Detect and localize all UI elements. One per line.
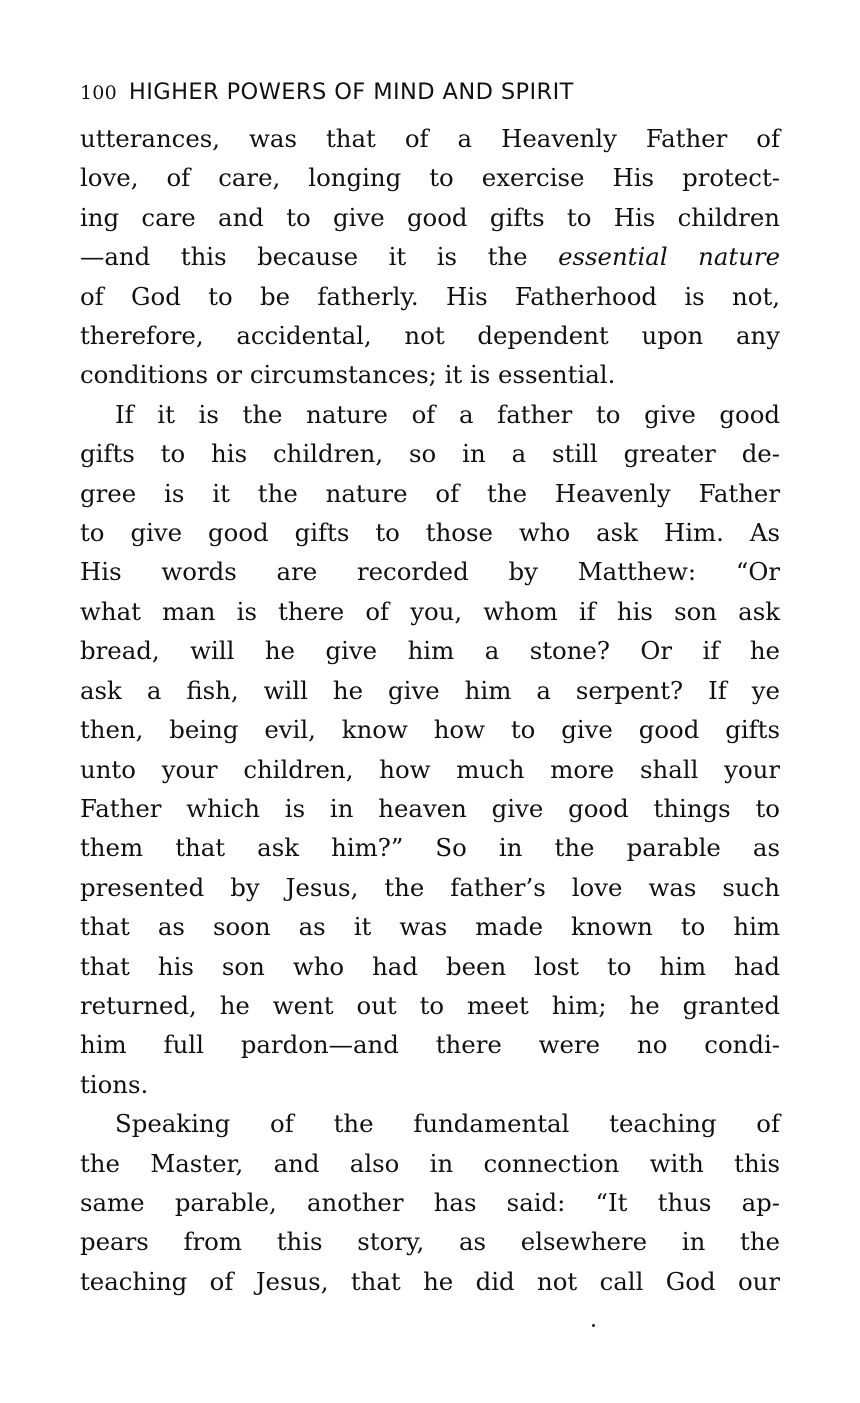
text-line: same parable, another has said: “It thus ap-: [80, 1187, 780, 1217]
text-line: tions.: [80, 1069, 149, 1099]
text-line: of God to be fatherly. His Fatherhood is not,: [80, 281, 780, 311]
text-line: pears from this story, as elsewhere in the: [80, 1227, 780, 1257]
text-line: that his son who had been lost to him had: [80, 951, 780, 981]
text-line: that as soon as it was made known to him: [80, 912, 780, 942]
text-line: love, of care, longing to exercise His protect-: [80, 163, 780, 193]
book-page: [80, 72, 780, 1301]
text-line: them that ask him?” So in the parable as: [80, 833, 780, 863]
paragraph-3: [80, 1104, 780, 1301]
text-line: conditions or circumstances; it is essential.: [80, 360, 616, 390]
running-title: HIGHER POWERS OF MIND AND SPIRIT: [128, 79, 574, 105]
text-line: then, being evil, know how to give good gifts: [80, 715, 780, 745]
body-text: [80, 119, 780, 1301]
text-line: ing care and to give good gifts to His children: [80, 202, 780, 232]
text-line: Speaking of the fundamental teaching of: [115, 1109, 780, 1139]
text-line: His words are recorded by Matthew: “Or: [80, 557, 780, 587]
text-line: gree is it the nature of the Heavenly Father: [80, 478, 780, 508]
text-line: him full pardon—and there were no condi-: [80, 1030, 780, 1060]
text-line: returned, he went out to meet him; he granted: [80, 990, 780, 1020]
text-line: utterances, was that of a Heavenly Father of: [80, 124, 780, 153]
text-line: to give good gifts to those who ask Him. As: [80, 518, 780, 548]
text-segment: —and this because it is the: [80, 242, 559, 272]
text-line: Father which is in heaven give good things to: [80, 793, 780, 823]
text-line: what man is there of you, whom if his son ask: [80, 596, 780, 626]
text-line: If it is the nature of a father to give good: [115, 399, 780, 429]
paragraph-1: [80, 119, 780, 395]
text-line: bread, will he give him a stone? Or if he: [80, 636, 780, 666]
text-line: gifts to his children, so in a still greater de-: [80, 439, 780, 469]
print-speck: [592, 1324, 595, 1327]
text-line: unto your children, how much more shall your: [80, 754, 780, 784]
paragraph-2: [80, 395, 780, 1104]
text-line: therefore, accidental, not dependent upon any: [80, 321, 780, 351]
text-line-with-italic: [80, 237, 780, 276]
text-line: the Master, and also in connection with this: [80, 1148, 780, 1178]
italic-phrase: essential nature: [558, 242, 781, 272]
text-line: ask a fish, will he give him a serpent? If ye: [80, 675, 780, 705]
running-head: [80, 72, 780, 112]
page-number: 100: [80, 82, 117, 104]
text-line: presented by Jesus, the father’s love was such: [80, 872, 780, 902]
text-line: teaching of Jesus, that he did not call God our: [80, 1266, 780, 1296]
